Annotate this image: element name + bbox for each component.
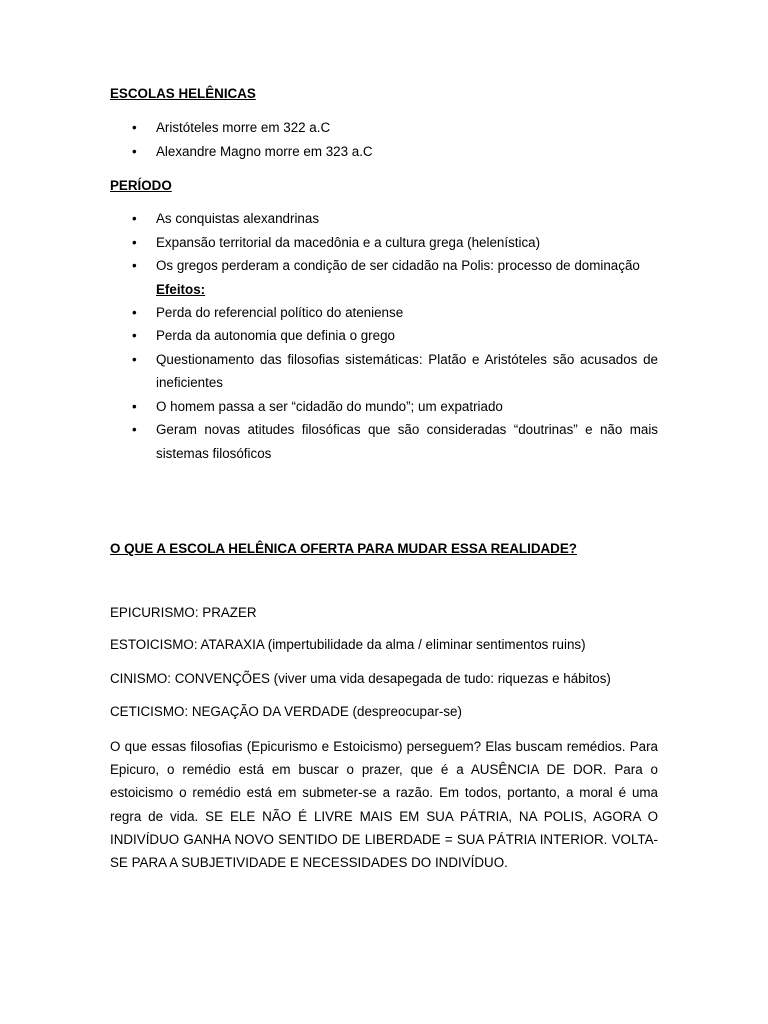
heading-periodo: PERÍODO bbox=[110, 178, 172, 193]
escolas-list bbox=[110, 116, 658, 163]
list-item: • Aristóteles morre em 322 a.C bbox=[110, 116, 658, 140]
list-item: • O homem passa a ser “cidadão do mundo”; um expatriado bbox=[110, 395, 658, 419]
bullet-icon: • bbox=[132, 258, 137, 273]
list-item: • Os gregos perderam a condição de ser cidadão na Polis: processo de dominação bbox=[110, 254, 658, 278]
line-cinismo: CINISMO: CONVENÇÕES (viver uma vida desapegada de tudo: riquezas e hábitos) bbox=[110, 671, 611, 686]
periodo-list bbox=[110, 207, 658, 465]
list-item: • Perda do referencial político do ateniense bbox=[110, 301, 658, 325]
efeitos-label: Efeitos: bbox=[156, 281, 206, 297]
bullet-icon: • bbox=[132, 398, 137, 414]
bullet-icon: • bbox=[132, 351, 137, 367]
list-item: • Alexandre Magno morre em 323 a.C bbox=[110, 140, 658, 164]
bullet-icon: • bbox=[132, 422, 137, 437]
bullet-icon: • bbox=[132, 211, 137, 226]
bullet-icon: • bbox=[132, 143, 137, 159]
list-item: • Questionamento das filosofias sistemáticas: Platão e Aristóteles são acusados de ineficientes bbox=[110, 348, 658, 395]
bullet-icon: • bbox=[132, 304, 137, 320]
bullet-icon: • bbox=[132, 234, 137, 250]
heading-escolas-helenicas: ESCOLAS HELÊNICAS bbox=[110, 86, 256, 101]
line-ceticismo: CETICISMO: NEGAÇÃO DA VERDADE (despreocupar-se) bbox=[110, 704, 462, 719]
conclusion-paragraph: O que essas filosofias (Epicurismo e Estoicismo) perseguem? Elas buscam remédios. Para Epicuro, o remédio está em buscar o prazer, que é a AUSÊNCIA DE DOR. Para o estoicismo o remédio está em submeter-se a razão. Em todos, portanto, a moral é uma regra de vida. SE ELE NÃO É LIVRE MAIS EM SUA PÁTRIA, NA POLIS, AGORA O INDIVÍDUO GANHA NOVO SENTIDO DE LIBERDADE = SUA PÁTRIA INTERIOR. VOLTA-SE PARA A SUBJETIVIDADE E NECESSIDADES DO INDIVÍDUO. bbox=[110, 739, 658, 871]
heading-oferta: O QUE A ESCOLA HELÊNICA OFERTA PARA MUDAR ESSA REALIDADE? bbox=[110, 541, 577, 556]
list-item: • Geram novas atitudes filosóficas que são consideradas “doutrinas” e não mais sistemas filosóficos bbox=[110, 418, 658, 465]
line-epicurismo: EPICURISMO: PRAZER bbox=[110, 605, 257, 620]
list-item: • As conquistas alexandrinas bbox=[110, 207, 658, 231]
line-estoicismo: ESTOICISMO: ATARAXIA (impertubilidade da alma / eliminar sentimentos ruins) bbox=[110, 637, 586, 652]
bullet-icon: • bbox=[132, 120, 137, 135]
list-item: • Expansão territorial da macedônia e a cultura grega (helenística) bbox=[110, 231, 658, 255]
bullet-icon: • bbox=[132, 328, 137, 343]
list-item: • Perda da autonomia que definia o grego bbox=[110, 324, 658, 348]
